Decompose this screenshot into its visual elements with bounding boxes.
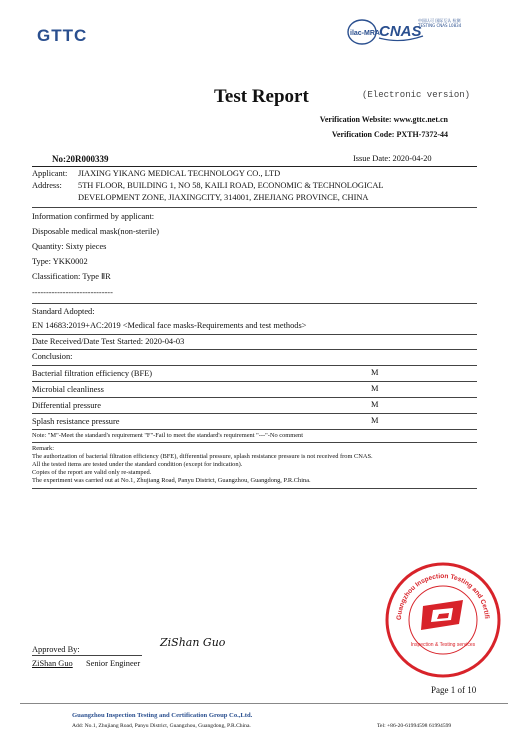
info-quantity: Quantity: Sixty pieces [32,242,107,251]
footer-company: Guangzhou Inspection Testing and Certification Group Co.,Ltd. [72,712,253,719]
conclusion-item: Microbial cleanliness [32,385,104,394]
report-title: Test Report [214,86,309,107]
company-stamp [383,560,503,685]
divider [32,442,477,443]
remark-line: Copies of the report are valid only re-stamped. [32,469,152,476]
signature: ZiShan Guo [160,636,226,649]
standard-label: Standard Adopted: [32,307,95,316]
stamp-inner-text: Inspection & Testing services [410,642,476,648]
cnas-text: CNAS [379,23,422,40]
approved-by-label: Approved By: [32,645,80,654]
stamp-seal-icon [383,560,503,680]
stamp-outer-text: Guangzhou Inspection Testing and Certifi [395,572,490,621]
conclusion-item: Splash resistance pressure [32,417,120,426]
report-subtitle: (Electronic version) [362,90,471,100]
date-received: Date Received/Date Test Started: 2020-04-03 [32,337,185,346]
divider [32,655,142,656]
remark-label: Remark: [32,445,55,452]
applicant-value: JIAXING YIKANG MEDICAL TECHNOLOGY CO., LTD [78,169,281,178]
gttc-logo: GTTC [37,26,88,45]
applicant-label: Applicant: [32,169,68,178]
remark-line: The experiment was carried out at No.1, Zhujiang Road, Panyu District, Guangzhou, Guangdong, P.R.China. [32,477,311,484]
conclusion-item: Differential pressure [32,401,101,410]
conclusion-note: Note: "M"-Meet the standard's requirement "F"-Fail to meet the standard's requirement "---"-No comment [32,432,304,439]
divider [32,397,477,398]
address-line2: DEVELOPMENT ZONE, JIAXINGCITY, 314001, ZHEJIANG PROVINCE, CHINA [78,193,369,202]
info-classification: Classification: Type ⅡR [32,272,111,281]
divider [32,207,477,208]
address-label: Address: [32,181,62,190]
divider [32,488,477,489]
footer-address: Add: No.1, Zhujiang Road, Panyu District, Guangzhou, Guangdong, P.R.China. [72,723,251,729]
cnas-small-text: 中国认可 国际互认 检测 TESTING CNAS L0834 [418,18,462,28]
issue-date: Issue Date: 2020-04-20 [353,154,432,163]
divider [32,303,477,304]
info-product: Disposable medical mask(non-sterile) [32,227,159,236]
address-line1: 5TH FLOOR, BUILDING 1, NO 58, KAILI ROAD, ECONOMIC & TECHNOLOGICAL [78,181,384,190]
approver-name: ZiShan Guo [32,659,73,668]
footer-divider [20,703,508,704]
info-dashes: ----------------------------- [32,288,113,297]
divider [32,166,477,167]
divider [32,365,477,366]
conclusion-item: Bacterial filtration efficiency (BFE) [32,369,153,378]
divider [32,413,477,414]
verification-website: Verification Website: www.gttc.net.cn [319,115,448,124]
footer-tel: Tel: +86-20-61994598 61994599 [377,723,452,729]
info-heading: Information confirmed by applicant: [32,212,155,221]
conclusion-result: M [371,416,379,425]
conclusion-result: M [371,384,379,393]
divider [32,381,477,382]
remark-line: All the tested items are tested under the standard condition (except for indication). [32,461,243,468]
conclusion-result: M [371,368,379,377]
standard-value: EN 14683:2019+AC:2019 <Medical face masks-Requirements and test methods> [32,321,307,330]
remark-line: The authorization of bacterial filtration efficiency (BFE), differential pressure, splash resistance pressure is not received from CNAS. [32,453,373,460]
page-number: Page 1 of 10 [431,685,477,695]
conclusion-label: Conclusion: [32,352,73,361]
divider [32,429,477,430]
conclusion-result: M [371,400,379,409]
divider [32,334,477,335]
info-type: Type: YKK0002 [32,257,88,266]
verification-code: Verification Code: PXTH-7372-44 [331,130,448,139]
ilac-mra-text: ilac-MRA [350,30,380,37]
divider [32,349,477,350]
report-number: No:20R000339 [52,154,109,164]
approver-title: Senior Engineer [86,659,141,668]
